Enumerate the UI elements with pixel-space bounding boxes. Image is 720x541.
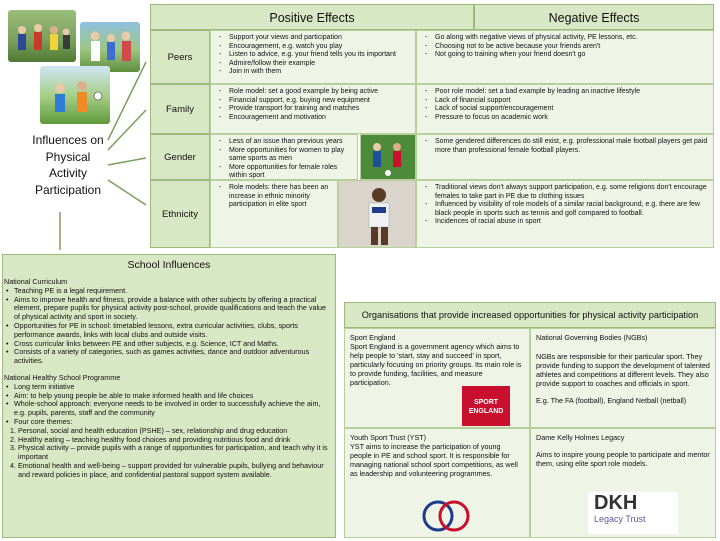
list-item: - Join in with them <box>229 68 411 77</box>
dkh-name: Dame Kelly Holmes Legacy <box>536 433 625 442</box>
list-item: • Aim: to help young people be able to make informed health and life choices <box>14 392 332 401</box>
ngb-name: National Governing Bodies (NGBs) <box>536 333 648 342</box>
dkh-logo <box>588 492 678 534</box>
list-item: • Four core themes: <box>14 418 332 427</box>
ngb-cell <box>530 328 716 428</box>
list-item: - Lack of financial support <box>435 97 709 106</box>
healthy-school-title: National Healthy School Programme <box>4 372 121 382</box>
list-item: - Some gendered differences do still exist, e.g. professional male football players get paid more than professional female football players. <box>435 138 709 155</box>
list-item: - Traditional views don't always support participation, e.g. some religions don't encourage females to take part in PE due to clothing issues <box>435 184 709 201</box>
peers-negative-cell <box>416 30 714 84</box>
row-label-family: Family <box>150 84 210 134</box>
sport-england-text: Sport England is a government agency which aims to help people to 'start, stay and succeed' in sport, particularly focusing on priority groups. Its main role is to provide funding, facilities, and measure participation. <box>350 342 522 387</box>
row-label-peers: Peers <box>150 30 210 84</box>
list-item: - Pressure to focus on academic work <box>435 114 709 123</box>
sport-england-name: Sport England <box>350 333 396 342</box>
list-item: - Support your views and participation <box>229 34 411 43</box>
ngb-text: NGBs are responsible for their particular sport. They provide funding to support the development of talented athletes and competitions at different levels. They also provide support to coaches and officials in sport. <box>536 352 710 388</box>
yst-logo <box>418 496 474 536</box>
list-item: - Encouragement, e.g. watch you play <box>229 43 411 52</box>
list-item: - Incidences of racial abuse in sport <box>435 218 709 227</box>
gender-positive-cell <box>210 134 358 180</box>
yst-logo-icon <box>418 496 474 536</box>
family-positive-cell <box>210 84 416 134</box>
ethnicity-photo <box>338 180 416 248</box>
list-item: 3. Physical activity – provide pupils with a range of opportunities for participation, and teach why it is important <box>18 444 332 462</box>
yst-name: Youth Sport Trust (YST) <box>350 433 427 442</box>
title-line: Activity <box>48 166 87 180</box>
sport-england-logo <box>462 386 510 426</box>
ethnicity-negative-cell <box>416 180 714 248</box>
dkh-text: Aims to inspire young people to participate and mentor them, using elite sport role models. <box>536 450 710 468</box>
list-item: - Role model: set a good example by being active <box>229 88 411 97</box>
school-influences-content <box>4 278 332 534</box>
yst-text: YST aims to increase the participation of young people in PE and school sport. It is responsible for managing national school sport competitions, as well as leadership and volunteering programmes. <box>350 442 518 478</box>
list-item: 4. Emotional health and well-being – support provided for vulnerable pupils, bullying and behaviour and reward policies in place, and confidential pastoral support system available. <box>18 462 332 480</box>
list-item: - Admire/follow their example <box>229 60 411 69</box>
title-line: Physical <box>45 149 91 164</box>
gender-negative-cell <box>416 134 714 180</box>
list-item: - More opportunities for female roles within sport <box>229 164 353 181</box>
list-item: 1. Personal, social and health education (PSHE) – sex, relationship and drug education <box>18 427 332 436</box>
list-item: - Choosing not to be active because your friends aren't <box>435 43 709 52</box>
list-item: - Financial support, e.g. buying new equipment <box>229 97 411 106</box>
list-item: • Cross curricular links between PE and other subjects, e.g. Science, ICT and Maths. <box>14 340 332 349</box>
list-item: - Influenced by visibility of role models of a similar racial background, e.g. there are few black people in sports such as tennis and golf compared to football. <box>435 201 709 218</box>
list-item: • Whole-school approach: everyone needs to be involved in order to successfully achieve the aim, e.g. pupils, parents, staff and the community <box>14 400 332 418</box>
positive-effects-header: Positive Effects <box>150 4 474 30</box>
list-item: - Poor role model: set a bad example by leading an inactive lifestyle <box>435 88 709 97</box>
title-line: Influences on <box>32 133 104 147</box>
organisations-title: Organisations that provide increased opportunities for physical activity participation <box>344 302 716 328</box>
list-item: • Opportunities for PE in school: timetabled lessons, extra curricular activities, clubs, sports performance awards, links with local clubs and outside visits. <box>14 322 332 340</box>
row-label-gender: Gender <box>150 134 210 180</box>
list-item: • Consists of a variety of categories, such as games activities, dance and outdoor adventurous activities. <box>14 348 332 366</box>
list-item: - Provide transport for training and matches <box>229 105 411 114</box>
gender-photo <box>360 134 416 180</box>
connector-arrows <box>0 0 160 260</box>
dkh-logo-text: DKH <box>594 492 638 514</box>
school-influences-title: School Influences <box>127 259 211 271</box>
title-line: Participation <box>34 182 102 197</box>
list-item: • Teaching PE is a legal requirement. <box>14 287 332 296</box>
list-item: - Encouragement and motivation <box>229 114 411 123</box>
football-players-icon <box>361 135 415 179</box>
list-item: - Go along with negative views of physical activity, PE lessons, etc. <box>435 34 709 43</box>
negative-effects-header: Negative Effects <box>474 4 714 30</box>
ngb-example: E.g. The FA (football), England Netball (netball) <box>536 396 687 405</box>
dkh-logo-subtext: Legacy Trust <box>594 514 646 524</box>
list-item: - Less of an issue than previous years <box>229 138 353 147</box>
list-item: - Lack of social support/encouragement <box>435 105 709 114</box>
athlete-icon <box>339 181 415 247</box>
list-item: - Not going to training when your friend doesn't go <box>435 51 709 60</box>
ethnicity-positive-cell <box>210 180 338 248</box>
family-negative-cell <box>416 84 714 134</box>
list-item: 2. Healthy eating – teaching healthy food choices and providing nutritious food and drink <box>18 436 332 445</box>
national-curriculum-title: National Curriculum <box>4 278 68 286</box>
list-item: - Role models: there has been an increase in ethnic minority participation in elite sport <box>229 184 333 210</box>
logo-line: SPORT <box>473 399 499 406</box>
peers-positive-cell <box>210 30 416 84</box>
list-item: • Aims to improve health and fitness, provide a balance with other subjects by offering a practical element, prepare pupils for physical activity post-school, provide qualifications and teach the value of physical activity and sport in society. <box>14 296 332 322</box>
list-item: - Listen to advice, e.g. your friend tells you its important <box>229 51 411 60</box>
row-label-ethnicity: Ethnicity <box>150 180 210 248</box>
list-item: • Long term initiative <box>14 383 332 392</box>
list-item: - More opportunities for women to play same sports as men <box>229 147 353 164</box>
logo-line: ENGLAND <box>468 408 504 415</box>
